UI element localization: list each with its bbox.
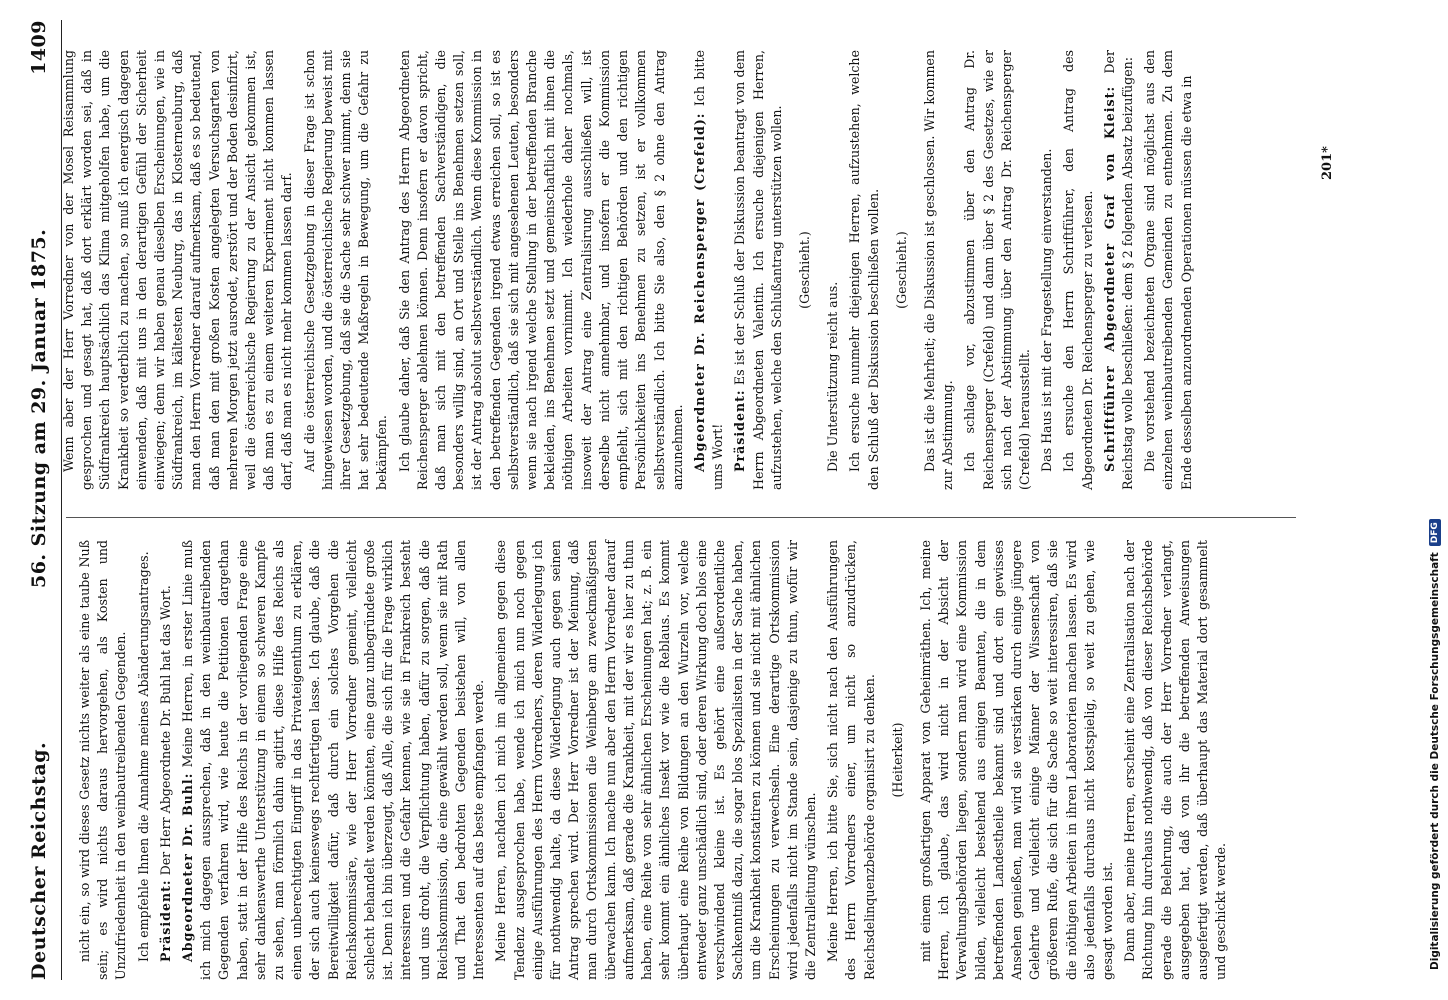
body-paragraph: Ich glaube daher, daß Sie den Antrag des Herrn Abgeordneten Reichensperger ablehnen können. Denn insofern er davon spricht, daß man sich mit den betreffenden Sachverständigen, die besonders willig sind, an Ort und Stelle ins Benehmen setzen soll, ist der Antrag absolut selbstverständlich. Wenn diese Kommission in den betreffenden Gegenden irgend etwas erreichen soll, so ist es selbstverständlich, daß sie sich mit angesehenen Leuten, besonders wenn sie nach irgend welche Stellung in der betreffenden Branche bekleiden, ins Benehmen setzt und gemeinschaftlich mit ihnen die nöthigen Arbeiten vornimmt. Ich wiederhole daher nochmals, insoweit der Antrag eine Zentralisirung ausschließen will, ist derselbe nicht annehmbar, und insofern er die Kommission empfiehlt, sich mit den richtigen Behörden und den richtigen Persönlichkeiten ins Benehmen zu setzen, ist er vollkommen selbstverständlich. Ich bitte Sie also, den § 2 ohne den Antrag anzunehmen. — [396, 50, 685, 490]
header-journal-title: Deutscher Reichstag. — [28, 741, 50, 980]
body-paragraph: Die Unterstützung reicht aus. — [825, 281, 841, 472]
digitization-notice-text: Digitalisierung gefördert durch die Deutsche Forschungsgemeinschaft — [1429, 552, 1441, 970]
speech-paragraph — [691, 50, 727, 490]
stage-direction: (Geschieht.) — [893, 231, 909, 309]
body-paragraph: Meine Herren, nachdem ich mich im allgemeinen gegen diese Tendenz ausgesprochen habe, wende ich mich nun noch gegen einige Ausführungen des Herrn Vorredners, deren Widerlegung ich für nothwendig halte, da diese Widerlegung auch gegen seinen Antrag sprechen wird. Der Herr Vorredner ist der Meinung, daß man durch Ortskommissionen die Weinberge am zweckmäßigsten überwachen kann. Ich mache nun aber den Herrn Vorredner darauf aufmerksam, daß gerade die Krankheit, mit der wir es hier zu thun haben, eine Reihe von sehr ähnlichen Erscheinungen hat; z. B. ein sehr kommt ein ähnliches Insekt vor wie die Reblaus. Es kommt überhaupt eine Reihe von Bildungen an den Wurzeln vor, welche entweder ganz unschädlich sind, oder deren Wirkung doch blos eine verschwindend kleine ist. Es gehört eine außerordentliche Sachkenntniß dazu, die sogar blos Spezialisten in der Sache haben, um die Krankheit konstatiren zu können und sie nicht mit ähnlichen Erscheinungen zu verwechseln. Eine derartige Ortskommission wird jedenfalls nicht im Stande sein, dasjenige zu thun, wofür wir die Zentralleitung wünschen. — [493, 540, 818, 980]
body-paragraph: mit einem großartigen Apparat von Geheimräthen. Ich, meine Herren, ich glaube, das wird nicht in der Absicht der Verwaltungsbehörden liegen, sondern man wird eine Kommission bilden, vielleicht bestehend aus einigen Beamten, die in dem betreffenden Landestheile bekannt sind und dort ein gewisses Ansehen genießen, man wird sie verstärken durch einige jüngere Gelehrte und vielleicht einige Männer der Wissenschaft von größerem Rufe, die sich für die Sache so weit interessiren, daß sie die nöthigen Arbeiten in ihren Laboratorien machen lassen. Es wird also jedenfalls durchaus nicht kostspielig, so weit zu gehen, wie gesagt worden ist. — [917, 540, 1115, 980]
body-paragraph: Ich ersuche den Herrn Schriftführer, den Antrag des Abgeordneten Dr. Reichensperger zu verlesen. — [1061, 50, 1095, 490]
speech-paragraph — [731, 50, 786, 490]
body-paragraph: nicht ein, so wird dieses Gesetz nichts weiter als eine taube Nuß sein; es wird nichts daraus hervorgehen, als Kosten und Unzufriedenheit in den weinbautreibenden Gegenden. — [77, 540, 129, 980]
body-paragraph: Ich empfehle Ihnen die Annahme meines Abänderungsantrages. — [135, 551, 151, 962]
body-paragraph: Wenn aber der Herr Vorredner von der Mosel Reisammlung gesprochen und gesagt hat, daß dort erklärt worden sei, daß in Südfrankreich hauptsächlich das Klima mitgeholfen habe, um die Krankheit so verderblich zu machen, so muß ich energisch dagegen einwenden, daß mit uns in den derartigen Gefühl der Sicherheit einwiegen; denn wir haben genau dieselben Erscheinungen, wie in Südfrankreich, im kältesten Neuburg, das in Klosterneuburg, daß man den Herrn Vorredner darauf aufmerksam, daß es so bedeutend, daß man den mit großen Kosten angelegten Versuchsgarten von mehreren Morgen jetzt ausrodet, zerstört und der Boden desinfizirt, weil die österreichische Regierung zu der Ansicht gekommen ist, daß man es zu einem weiteren Experiment nicht kommen lassen darf, daß man es nicht mehr kommen lassen darf. — [61, 50, 295, 490]
body-paragraph: Meine Herren, ich bitte Sie, sich nicht nach den Ausführungen des Herrn Vorredners einer, um nicht so anzudrücken, Reichsdelinquenzbehörde organisirt zu denken. — [825, 540, 877, 980]
body-paragraph: Ich ersuche nunmehr diejenigen Herren, aufzustehen, welche den Schluß der Diskussion beschließen wollen. — [847, 50, 881, 490]
column-separator — [66, 517, 1296, 518]
stage-direction: (Geschieht.) — [796, 231, 812, 309]
body-paragraph: Das Haus ist mit der Fragestellung einverstanden. — [1039, 148, 1055, 472]
speech-text: Der Reichstag wolle beschließen: dem § 2 folgenden Absatz beizufügen: — [1101, 50, 1135, 490]
body-paragraph: Auf die österreichische Gesetzgebung in dieser Frage ist schon hingewiesen worden, und die österreichische Regierung beweist mit ihrer Gesetzgebung, daß sie die Sache sehr schwer nimmt, denn sie hat sehr bedeutende Maßregeln in Bewegung, um die Gefahr zu bekämpfen. — [301, 50, 390, 490]
digitization-notice — [1396, 50, 1441, 970]
body-paragraph: Dann aber, meine Herren, erscheint eine Zentralisation nach der Richtung hin durchaus nothwendig, daß von dieser Reichsbehörde gerade die Belehrung, die auch der Herr Vorredner verlangt, ausgegeben hat, daß von ihr die betreffenden Anweisungen ausgefertigt werden, daß überhaupt das Material dort gesammelt und geschickt werde. — [1122, 540, 1229, 980]
header-page-number: 1409 — [28, 20, 50, 75]
speaker-name: Schriftführer Abgeordneter Graf von Kleist: — [1101, 85, 1117, 472]
speech-text: Es ist der Schluß der Diskussion beantragt von dem Herrn Abgeordneten Valentin. Ich ersuche diejenigen Herren, aufzustehen, welche den Schlußantrag unterstützen wollen. — [732, 50, 784, 490]
body-paragraph: Ich schlage vor, abzustimmen über den Antrag Dr. Reichensperger (Crefeld) und dann über § 2 des Gesetzes, wie er sich nach der Abstimmung über den Antrag Dr. Reichensperger (Crefeld) herausstellt. — [962, 50, 1032, 490]
left-column — [76, 540, 1316, 980]
page-header — [22, 20, 56, 980]
speaker-name: Präsident: — [157, 879, 173, 962]
speaker-name: Präsident: — [732, 389, 748, 472]
dfg-logo: DFG — [1429, 519, 1441, 546]
body-paragraph: Die vorstehend bezeichneten Organe sind möglichst aus den einzelnen weinbautreibenden Gemeinden zu entnehmen. Zu dem Ende desselben anzuordnenden Operationen müssen die etwa in — [1142, 50, 1194, 490]
speaker-name: Abgeordneter Dr. Reichensperger (Crefeld): — [691, 112, 707, 472]
speech-text: Meine Herren, in erster Linie muß ich mich dagegen aussprechen, daß in den weinbautreibenden Gegenden verfahren wird, wie heute die Petitionen dargethan haben, statt in der Hilfe des Reichs in der vorliegenden Frage eine sehr dankenswerthe Unterstützung in einem so schweren Kampfe zu sehen, man förmlich dahin agitirt, diese Hilfe des Reichs als einen unberechtigten Eingriff in das Privateigenthum zu erklären, der sich auch keineswegs rechtfertigen lasse. Ich glaube, daß die Bereitwilligkeit dafür, daß durch ein solches Vorgehen die Reichskommissäre, wie der Herr Vorredner gemeint, vielleicht schlecht behandelt werden könnten, eine ganz unbegründete große ist. Denn ich bin überzeugt, daß Alle, die sich für die Frage wirklich interessiren und die Gefahr kennen, wie sie in Frankreich besteht und uns droht, die Verpflichtung haben, dafür zu sorgen, daß die Reichskommission, die eine gewählt werden soll, wenn sie mit Rath und That den bedrohten Gegenden beistehen will, von allen Interessenten auf das beste empfangen werde. — [180, 540, 487, 980]
header-session-title: 56. Sitzung am 29. Januar 1875. — [28, 228, 50, 589]
speech-text: Ich bitte ums Wort! — [691, 50, 726, 490]
page-mark: 201* — [1320, 146, 1335, 180]
speech-text: Der Herr Abgeordnete Dr. Buhl hat das Wort. — [157, 585, 173, 880]
speech-paragraph — [1101, 50, 1137, 490]
body-paragraph: Das ist die Mehrheit; die Diskussion ist geschlossen. Wir kommen zur Abstimmung. — [921, 50, 956, 490]
speaker-name: Abgeordneter Dr. Buhl: — [180, 772, 196, 962]
speech-paragraph — [179, 540, 488, 980]
stage-direction: (Heiterkeit) — [889, 722, 905, 798]
right-column — [60, 50, 1300, 490]
speech-paragraph — [157, 540, 175, 980]
